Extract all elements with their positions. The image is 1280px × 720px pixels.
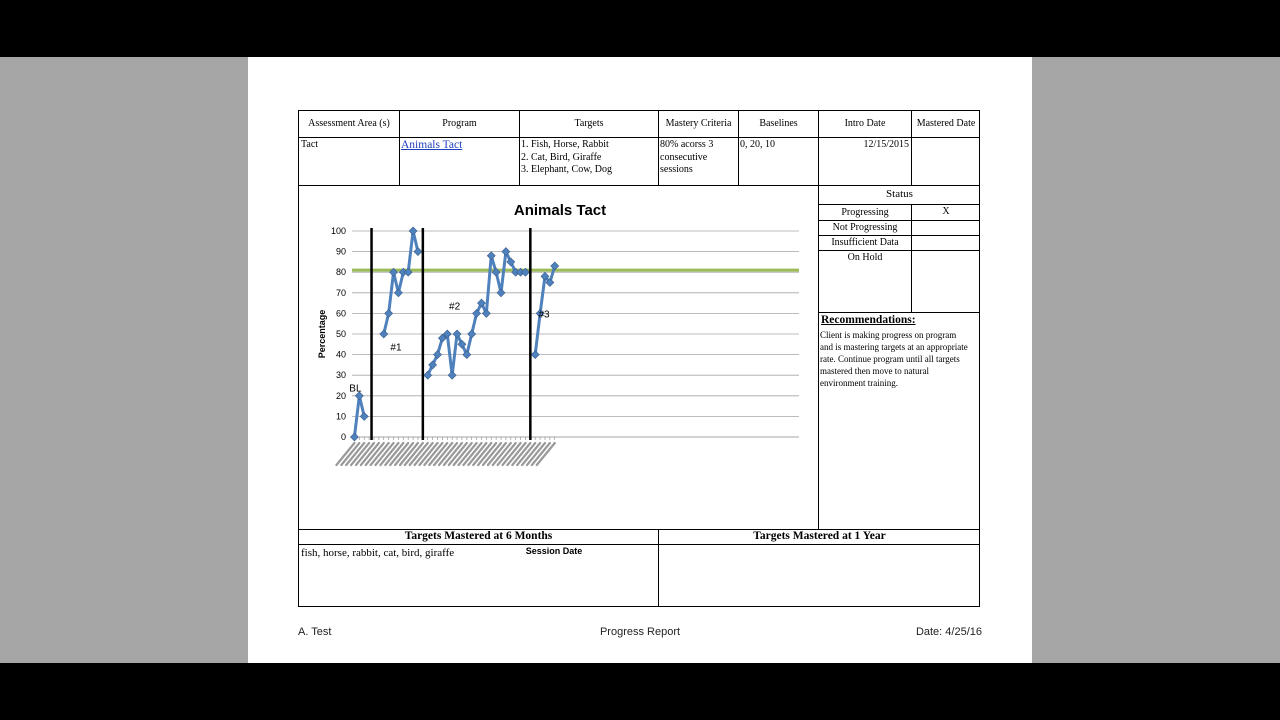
y-tick-label: 20 xyxy=(335,390,346,401)
y-tick-label: 70 xyxy=(335,287,346,298)
bottom-letterbox xyxy=(0,663,1280,720)
status-title: Status xyxy=(886,188,913,200)
y-tick-label: 0 xyxy=(340,432,346,442)
right-background xyxy=(1032,57,1280,663)
mastery-criteria-value xyxy=(660,139,713,177)
data-point xyxy=(385,309,393,317)
recommendation-line: and is mastering targets at an appropriate xyxy=(820,342,968,352)
y-tick-label: 100 xyxy=(330,226,346,236)
mastery-line: sessions xyxy=(660,164,693,175)
document-page xyxy=(248,57,1032,663)
status-line xyxy=(818,235,980,236)
header-assessment-area: Assessment Area (s) xyxy=(308,118,390,129)
program-link[interactable] xyxy=(401,139,462,153)
x-axis-ticks xyxy=(336,437,554,465)
data-point xyxy=(414,248,422,256)
status-progressing-label: Progressing xyxy=(841,207,889,218)
y-tick-label: 30 xyxy=(335,370,346,381)
header-mastered-date: Mastered Date xyxy=(916,118,976,129)
data-point xyxy=(497,289,505,297)
header-program: Program xyxy=(442,118,477,129)
chart-grid xyxy=(352,231,799,437)
status-progressing-mark: X xyxy=(942,206,950,217)
series-line xyxy=(384,231,418,334)
chart-title: Animals Tact xyxy=(513,202,607,219)
x-axis-label: Session Date xyxy=(525,546,583,556)
status-on-hold-label: On Hold xyxy=(847,252,883,263)
six-months-title: Targets Mastered at 6 Months xyxy=(404,530,553,542)
data-point xyxy=(468,330,476,338)
header-baselines: Baselines xyxy=(759,118,798,129)
y-tick-label: 60 xyxy=(335,308,346,319)
recommendation-line: rate. Continue program until all targets xyxy=(820,354,960,364)
header-targets: Targets xyxy=(574,118,604,129)
data-point xyxy=(394,289,402,297)
top-letterbox xyxy=(0,0,1280,57)
y-tick-label: 10 xyxy=(335,411,346,422)
y-tick-label: 50 xyxy=(335,329,346,339)
y-axis-label: Percentage xyxy=(317,309,327,359)
target-item: 2. Cat, Bird, Giraffe xyxy=(521,151,602,163)
recommendations-text xyxy=(820,329,968,389)
footer-date: Date: 4/25/16 xyxy=(915,626,982,638)
phase-label: #1 xyxy=(390,342,402,354)
status-line xyxy=(818,250,980,251)
one-year-title: Targets Mastered at 1 Year xyxy=(753,530,886,542)
targets-list xyxy=(521,139,612,177)
footer-title: Progress Report xyxy=(599,626,681,638)
header-mastery-criteria: Mastery Criteria xyxy=(665,118,732,129)
status-not-progressing-label: Not Progressing xyxy=(832,222,898,233)
baselines-value: 0, 20, 10 xyxy=(740,139,775,150)
recommendation-line: environment training. xyxy=(820,378,898,388)
recommendation-line: Client is making progress on program xyxy=(820,330,957,340)
phase-label: BL xyxy=(349,383,362,395)
target-item: 1. Fish, Horse, Rabbit xyxy=(521,139,609,150)
mastery-line: 80% acorss 3 xyxy=(660,139,714,150)
y-tick-label: 80 xyxy=(335,267,346,278)
phase-label: #3 xyxy=(538,309,550,321)
header-intro-date: Intro Date xyxy=(844,118,886,129)
mastered-header-line xyxy=(298,544,980,545)
status-col-divider xyxy=(911,204,912,312)
left-background xyxy=(0,57,248,663)
status-line xyxy=(818,312,980,313)
status-insufficient-data-label: Insufficient Data xyxy=(831,237,899,248)
data-point xyxy=(380,330,388,338)
y-tick-label: 40 xyxy=(335,349,346,360)
data-point xyxy=(350,433,358,441)
status-line xyxy=(818,204,980,205)
recommendations-title: Recommendations: xyxy=(821,314,916,326)
y-axis-ticks xyxy=(331,226,346,442)
data-point xyxy=(487,252,495,260)
assessment-area-value: Tact xyxy=(301,139,319,150)
row-bottom-line xyxy=(298,185,980,186)
phase-label: #2 xyxy=(449,301,461,313)
intro-date-value: 12/15/2015 xyxy=(863,139,909,150)
data-point xyxy=(531,351,539,359)
target-item: 3. Elephant, Cow, Dog xyxy=(521,164,613,175)
data-point xyxy=(448,371,456,379)
recommendation-line: mastered then move to natural xyxy=(820,366,929,376)
program-link-text[interactable]: Animals Tact xyxy=(401,139,463,151)
data-point xyxy=(409,227,417,235)
footer-author: A. Test xyxy=(298,626,332,638)
mastery-line: consecutive xyxy=(660,151,708,163)
header-bottom-line xyxy=(298,137,980,138)
data-point xyxy=(360,412,368,420)
y-tick-label: 90 xyxy=(335,246,346,257)
six-months-targets: fish, horse, rabbit, cat, bird, giraffe xyxy=(301,547,455,559)
status-line xyxy=(818,220,980,221)
